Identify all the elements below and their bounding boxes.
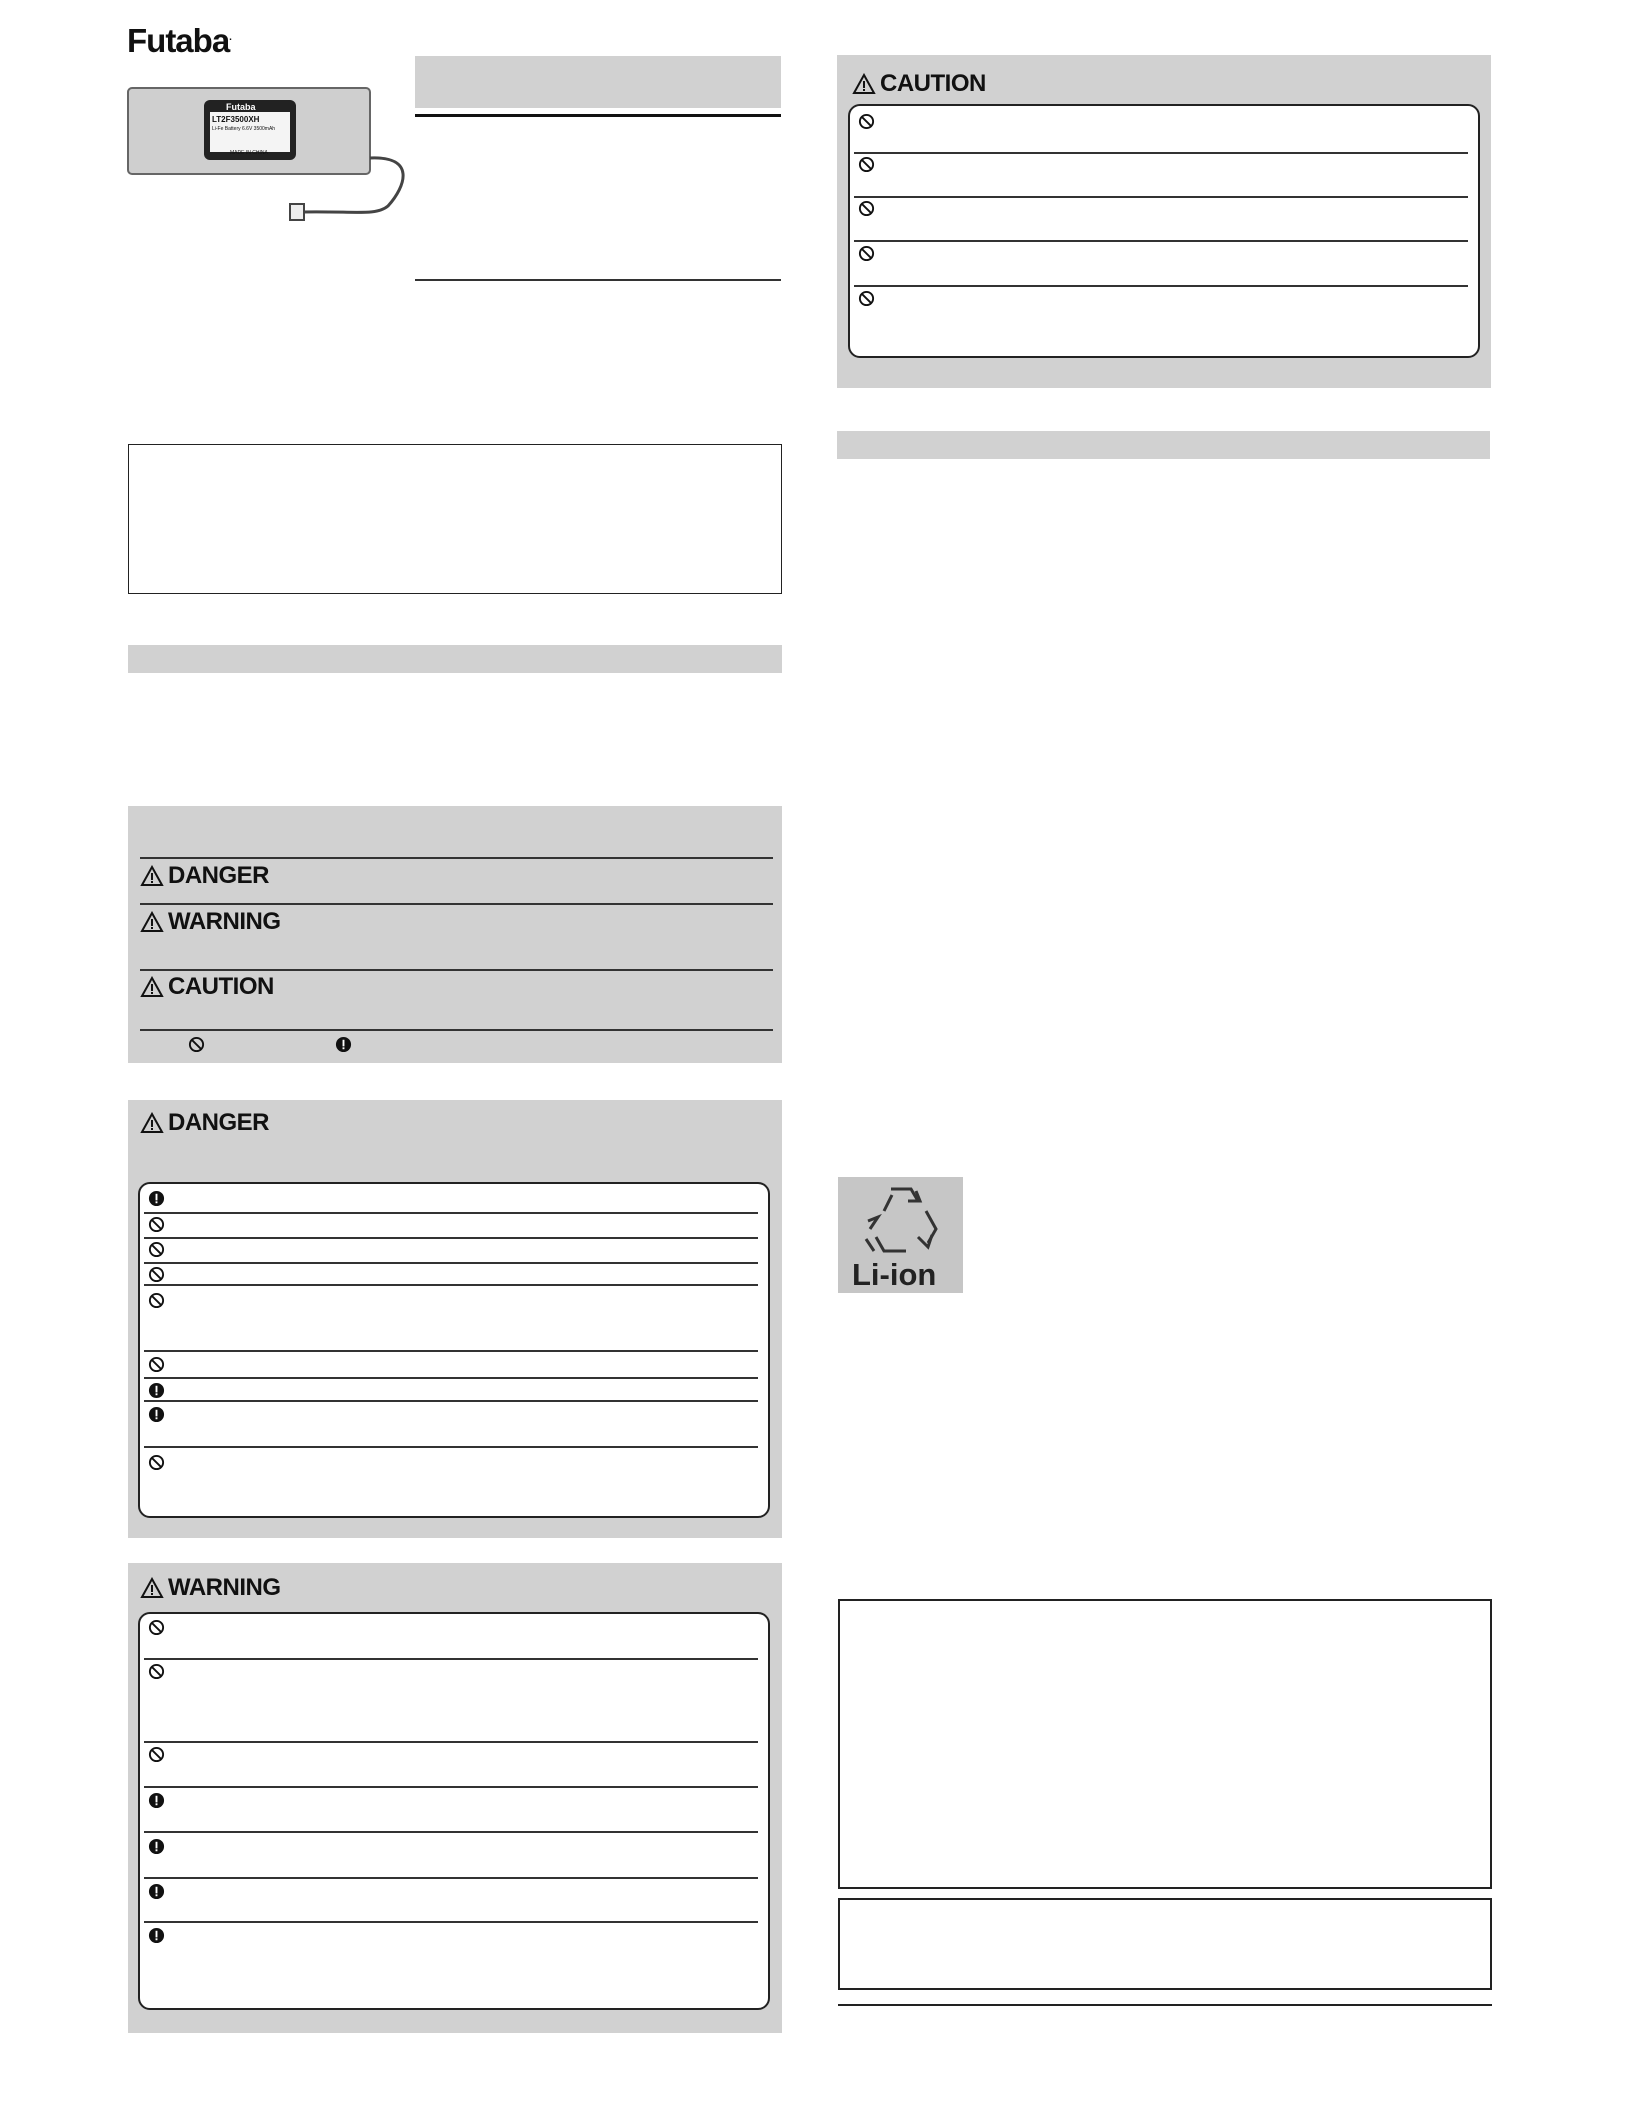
- danger-heading: DANGER: [140, 1109, 269, 1137]
- battery-label-made-in: MADE IN CHINA: [230, 150, 268, 156]
- mandatory-icon: [148, 1792, 165, 1809]
- title-rule: [415, 114, 781, 117]
- prohibited-icon: [148, 1292, 165, 1309]
- prohibited-icon: [148, 1454, 165, 1471]
- legend-danger: DANGER: [140, 862, 269, 890]
- mandatory-icon: [148, 1838, 165, 1855]
- prohibited-icon: [858, 200, 875, 217]
- mandatory-icon: [148, 1382, 165, 1399]
- prohibited-icon: [148, 1619, 165, 1636]
- mandatory-icon: [148, 1406, 165, 1423]
- prohibited-icon: [148, 1356, 165, 1373]
- caution-heading: CAUTION: [852, 70, 986, 98]
- caution-list-box: [848, 104, 1480, 358]
- warning-triangle-icon: [852, 73, 876, 95]
- prohibited-icon: [148, 1216, 165, 1233]
- warning-triangle-icon: [140, 1112, 164, 1134]
- section-header-bar-right: [837, 431, 1490, 459]
- battery-label-brand: Futaba: [226, 102, 256, 112]
- title-bar: [415, 56, 781, 108]
- warning-list-box: [138, 1612, 770, 2010]
- recycle-label: Li-ion: [852, 1257, 937, 1292]
- prohibited-icon: [858, 245, 875, 262]
- prohibited-icon: [858, 113, 875, 130]
- battery-illustration: [126, 86, 416, 226]
- footer-rule: [838, 2004, 1492, 2006]
- legend-warning: WARNING: [140, 908, 281, 936]
- prohibited-icon: [858, 156, 875, 173]
- mandatory-icon: [148, 1883, 165, 1900]
- warning-triangle-icon: [140, 1577, 164, 1599]
- recycle-icon: [856, 1181, 946, 1257]
- recycle-logo: [838, 1177, 963, 1293]
- legend-caution: CAUTION: [140, 973, 274, 1001]
- battery-label-model: LT2F3500XH: [212, 115, 260, 124]
- mandatory-icon: [148, 1190, 165, 1207]
- prohibited-icon: [858, 290, 875, 307]
- prohibited-icon: [148, 1746, 165, 1763]
- battery-label-fine-print: Li-Fe Battery 6.6V 3500mAh: [212, 126, 276, 132]
- contact-box: [838, 1898, 1492, 1990]
- warning-triangle-icon: [140, 911, 164, 933]
- section-header-bar: [128, 645, 782, 673]
- notice-box: [128, 444, 782, 594]
- prohibited-icon: [148, 1663, 165, 1680]
- futaba-logo: Futaba.: [127, 22, 231, 59]
- warning-triangle-icon: [140, 976, 164, 998]
- mandatory-icon: [335, 1036, 352, 1053]
- prohibited-icon: [148, 1241, 165, 1258]
- intro-rule: [415, 279, 781, 281]
- mandatory-icon: [148, 1927, 165, 1944]
- info-box: [838, 1599, 1492, 1889]
- warning-heading: WARNING: [140, 1574, 281, 1602]
- prohibited-icon: [188, 1036, 205, 1053]
- warning-triangle-icon: [140, 865, 164, 887]
- prohibited-icon: [148, 1266, 165, 1283]
